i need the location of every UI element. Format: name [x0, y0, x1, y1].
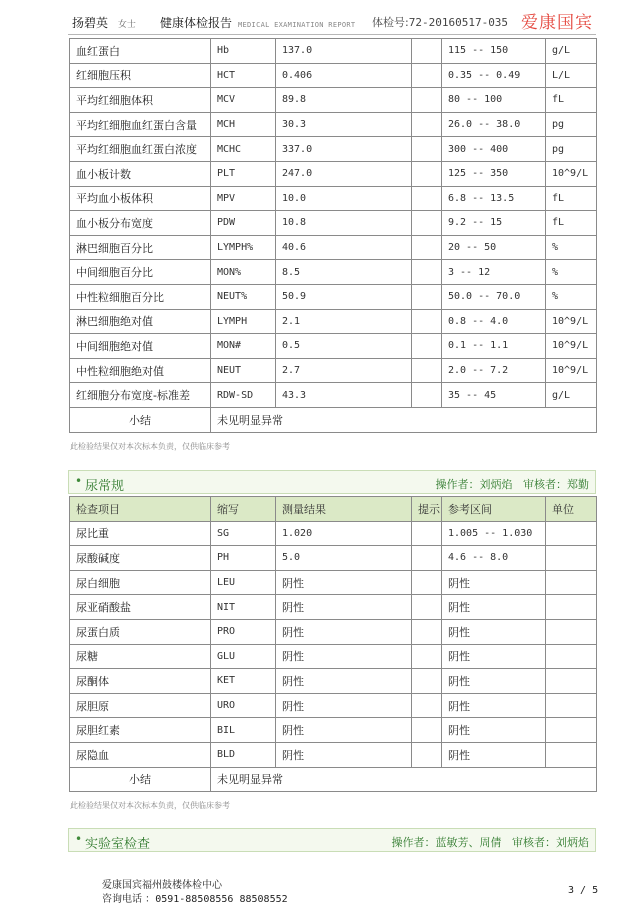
column-header: 测量结果 — [276, 497, 412, 522]
footer-address — [102, 879, 288, 907]
table-row — [70, 284, 597, 309]
item-name: 尿亚硝酸盐 — [70, 595, 211, 620]
item-code: MCV — [211, 88, 276, 113]
item-range: 0.1 -- 1.1 — [442, 334, 546, 359]
blood-results-table — [69, 38, 597, 433]
item-code: MPV — [211, 186, 276, 211]
item-name: 血红蛋白 — [70, 39, 211, 64]
item-code: MCH — [211, 112, 276, 137]
brand-logo: 爱康国宾 — [521, 13, 593, 33]
item-code: RDW-SD — [211, 383, 276, 408]
item-value: 40.6 — [276, 235, 412, 260]
item-range: 80 -- 100 — [442, 88, 546, 113]
reviewer-label: 审核者： — [512, 836, 556, 849]
item-flag — [412, 39, 442, 64]
patient-name-text: 扬碧英 — [72, 16, 109, 30]
item-name: 红细胞分布宽度-标准差 — [70, 383, 211, 408]
table-row — [70, 718, 597, 743]
item-value: 0.406 — [276, 63, 412, 88]
item-flag — [412, 63, 442, 88]
item-name: 尿胆红素 — [70, 718, 211, 743]
item-flag — [412, 718, 442, 743]
column-header: 参考区间 — [442, 497, 546, 522]
item-code: MON# — [211, 334, 276, 359]
bullet-icon: • — [75, 832, 83, 846]
table-row — [70, 137, 597, 162]
bullet-icon: • — [75, 474, 83, 488]
item-name: 平均红细胞血红蛋白含量 — [70, 112, 211, 137]
report-header — [0, 0, 634, 34]
item-name: 尿隐血 — [70, 742, 211, 767]
section-operators — [436, 476, 590, 492]
item-range: 6.8 -- 13.5 — [442, 186, 546, 211]
table-row — [70, 309, 597, 334]
item-code: PRO — [211, 619, 276, 644]
item-value: 阴性 — [276, 693, 412, 718]
item-range: 50.0 -- 70.0 — [442, 284, 546, 309]
column-header: 缩写 — [211, 497, 276, 522]
item-unit: pg — [546, 137, 597, 162]
item-range: 4.6 -- 8.0 — [442, 546, 546, 571]
item-flag — [412, 334, 442, 359]
footer-phone-number: 0591-88508556 88508552 — [155, 894, 288, 905]
item-flag — [412, 546, 442, 571]
item-flag — [412, 309, 442, 334]
footer-center-name: 爱康国宾福州鼓楼体检中心 — [102, 880, 222, 891]
item-unit: % — [546, 260, 597, 285]
item-code: HCT — [211, 63, 276, 88]
operator-name: 蓝敏芳、周倩 — [435, 836, 502, 849]
item-value: 247.0 — [276, 161, 412, 186]
table-row — [70, 88, 597, 113]
item-flag — [412, 693, 442, 718]
table-row — [70, 521, 597, 546]
reviewer-name: 郑勤 — [567, 478, 589, 491]
column-header: 检查项目 — [70, 497, 211, 522]
table-row — [70, 570, 597, 595]
item-name: 尿蛋白质 — [70, 619, 211, 644]
item-name: 尿糖 — [70, 644, 211, 669]
item-unit — [546, 570, 597, 595]
urine-section-header — [68, 470, 596, 494]
reviewer-name: 刘炳焰 — [556, 836, 589, 849]
item-unit — [546, 644, 597, 669]
table-row — [70, 693, 597, 718]
item-range: 125 -- 350 — [442, 161, 546, 186]
item-value: 1.020 — [276, 521, 412, 546]
item-code: MCHC — [211, 137, 276, 162]
item-range: 35 -- 45 — [442, 383, 546, 408]
item-name: 尿酸碱度 — [70, 546, 211, 571]
summary-label: 小结 — [70, 407, 211, 432]
item-name: 血小板分布宽度 — [70, 211, 211, 236]
table-row — [70, 260, 597, 285]
table-row — [70, 186, 597, 211]
item-flag — [412, 669, 442, 694]
item-flag — [412, 742, 442, 767]
item-name: 中性粒细胞百分比 — [70, 284, 211, 309]
patient-name — [72, 14, 136, 31]
disclaimer-note: 此检验结果仅对本次标本负责，仅供临床参考 — [70, 801, 230, 810]
item-unit — [546, 619, 597, 644]
item-unit — [546, 595, 597, 620]
item-value: 89.8 — [276, 88, 412, 113]
table-row — [70, 211, 597, 236]
item-value: 阴性 — [276, 570, 412, 595]
item-range: 9.2 -- 15 — [442, 211, 546, 236]
item-range: 阴性 — [442, 570, 546, 595]
item-flag — [412, 260, 442, 285]
item-flag — [412, 88, 442, 113]
summary-row — [70, 767, 597, 792]
item-unit — [546, 521, 597, 546]
table-row — [70, 39, 597, 64]
item-range: 阴性 — [442, 644, 546, 669]
item-name: 平均红细胞血红蛋白浓度 — [70, 137, 211, 162]
patient-gender: 女士 — [117, 20, 136, 30]
item-code: BLD — [211, 742, 276, 767]
item-unit: 10^9/L — [546, 161, 597, 186]
operator-label: 操作者： — [391, 836, 436, 849]
item-range: 20 -- 50 — [442, 235, 546, 260]
item-name: 尿胆原 — [70, 693, 211, 718]
urine-results-table — [69, 496, 597, 792]
item-name: 尿比重 — [70, 521, 211, 546]
item-value: 8.5 — [276, 260, 412, 285]
item-unit: % — [546, 235, 597, 260]
item-code: GLU — [211, 644, 276, 669]
item-name: 尿白细胞 — [70, 570, 211, 595]
item-value: 30.3 — [276, 112, 412, 137]
item-flag — [412, 570, 442, 595]
item-name: 中间细胞绝对值 — [70, 334, 211, 359]
item-name: 红细胞压积 — [70, 63, 211, 88]
item-value: 43.3 — [276, 383, 412, 408]
item-name: 中间细胞百分比 — [70, 260, 211, 285]
item-value: 2.7 — [276, 358, 412, 383]
item-unit: % — [546, 284, 597, 309]
item-code: NEUT — [211, 358, 276, 383]
table-row — [70, 742, 597, 767]
operator-name: 刘炳焰 — [479, 478, 513, 491]
exam-number-label: 体检号: — [372, 16, 409, 29]
item-unit — [546, 669, 597, 694]
item-value: 5.0 — [276, 546, 412, 571]
table-row — [70, 358, 597, 383]
section-operators — [392, 834, 590, 850]
operator-label: 操作者： — [435, 478, 480, 491]
item-code: LYMPH — [211, 309, 276, 334]
table-row — [70, 546, 597, 571]
item-unit — [546, 546, 597, 571]
item-name: 平均红细胞体积 — [70, 88, 211, 113]
page-number: 3 / 5 — [568, 885, 599, 896]
item-flag — [412, 161, 442, 186]
item-name: 尿酮体 — [70, 669, 211, 694]
item-flag — [412, 619, 442, 644]
table-row — [70, 669, 597, 694]
item-name: 血小板计数 — [70, 161, 211, 186]
table-row — [70, 334, 597, 359]
item-value: 0.5 — [276, 334, 412, 359]
table-row — [70, 383, 597, 408]
item-code: Hb — [211, 39, 276, 64]
item-range: 阴性 — [442, 718, 546, 743]
item-flag — [412, 186, 442, 211]
item-flag — [412, 112, 442, 137]
item-range: 3 -- 12 — [442, 260, 546, 285]
table-row — [70, 595, 597, 620]
column-header: 提示 — [412, 497, 442, 522]
item-range: 115 -- 150 — [442, 39, 546, 64]
item-range: 阴性 — [442, 619, 546, 644]
item-unit — [546, 718, 597, 743]
table-row — [70, 112, 597, 137]
item-unit: pg — [546, 112, 597, 137]
item-range: 1.005 -- 1.030 — [442, 521, 546, 546]
item-flag — [412, 521, 442, 546]
item-unit — [546, 693, 597, 718]
item-range: 2.0 -- 7.2 — [442, 358, 546, 383]
table-row — [70, 644, 597, 669]
report-title — [160, 14, 355, 31]
item-value: 50.9 — [276, 284, 412, 309]
lab-section-header — [68, 828, 596, 852]
item-value: 阴性 — [276, 669, 412, 694]
item-range: 阴性 — [442, 595, 546, 620]
item-value: 阴性 — [276, 742, 412, 767]
item-unit: 10^9/L — [546, 358, 597, 383]
item-code: PLT — [211, 161, 276, 186]
table-header-row — [70, 497, 597, 522]
summary-value: 未见明显异常 — [211, 767, 597, 792]
table-row — [70, 619, 597, 644]
item-unit: fL — [546, 211, 597, 236]
item-value: 阴性 — [276, 619, 412, 644]
item-code: SG — [211, 521, 276, 546]
disclaimer-note: 此检验结果仅对本次标本负责，仅供临床参考 — [70, 442, 230, 451]
item-unit: g/L — [546, 383, 597, 408]
report-title-cn: 健康体检报告 — [160, 16, 233, 30]
item-name: 淋巴细胞绝对值 — [70, 309, 211, 334]
table-row — [70, 63, 597, 88]
item-name: 中性粒细胞绝对值 — [70, 358, 211, 383]
section-title: 尿常规 — [85, 479, 125, 494]
report-title-en: MEDICAL EXAMINATION REPORT — [238, 21, 356, 29]
item-code: URO — [211, 693, 276, 718]
item-unit: fL — [546, 186, 597, 211]
item-value: 阴性 — [276, 595, 412, 620]
item-flag — [412, 383, 442, 408]
table-row — [70, 161, 597, 186]
exam-number-value: 72-20160517-035 — [408, 16, 509, 29]
item-flag — [412, 644, 442, 669]
summary-value: 未见明显异常 — [211, 407, 597, 432]
item-flag — [412, 211, 442, 236]
item-flag — [412, 284, 442, 309]
section-title: 实验室检查 — [85, 837, 151, 852]
summary-row — [70, 407, 597, 432]
item-code: PH — [211, 546, 276, 571]
column-header: 单位 — [546, 497, 597, 522]
exam-number — [372, 14, 508, 30]
item-range: 阴性 — [442, 669, 546, 694]
header-divider — [68, 34, 596, 35]
item-range: 26.0 -- 38.0 — [442, 112, 546, 137]
table-row — [70, 235, 597, 260]
footer-phone — [102, 893, 288, 907]
item-value: 阴性 — [276, 644, 412, 669]
item-unit: L/L — [546, 63, 597, 88]
item-flag — [412, 235, 442, 260]
item-range: 0.8 -- 4.0 — [442, 309, 546, 334]
item-flag — [412, 595, 442, 620]
item-code: BIL — [211, 718, 276, 743]
item-value: 2.1 — [276, 309, 412, 334]
item-value: 137.0 — [276, 39, 412, 64]
item-code: LYMPH% — [211, 235, 276, 260]
item-code: MON% — [211, 260, 276, 285]
item-range: 300 -- 400 — [442, 137, 546, 162]
item-flag — [412, 358, 442, 383]
item-code: PDW — [211, 211, 276, 236]
reviewer-label: 审核者： — [523, 478, 567, 491]
item-unit: fL — [546, 88, 597, 113]
item-value: 阴性 — [276, 718, 412, 743]
item-value: 10.0 — [276, 186, 412, 211]
item-range: 阴性 — [442, 693, 546, 718]
summary-label: 小结 — [70, 767, 211, 792]
item-unit — [546, 742, 597, 767]
item-value: 10.8 — [276, 211, 412, 236]
item-unit: g/L — [546, 39, 597, 64]
item-code: KET — [211, 669, 276, 694]
item-flag — [412, 137, 442, 162]
item-code: LEU — [211, 570, 276, 595]
item-code: NIT — [211, 595, 276, 620]
item-value: 337.0 — [276, 137, 412, 162]
item-unit: 10^9/L — [546, 309, 597, 334]
item-range: 阴性 — [442, 742, 546, 767]
item-unit: 10^9/L — [546, 334, 597, 359]
item-code: NEUT% — [211, 284, 276, 309]
footer-phone-label: 咨询电话 ： — [102, 894, 156, 905]
item-range: 0.35 -- 0.49 — [442, 63, 546, 88]
item-name: 淋巴细胞百分比 — [70, 235, 211, 260]
item-name: 平均血小板体积 — [70, 186, 211, 211]
